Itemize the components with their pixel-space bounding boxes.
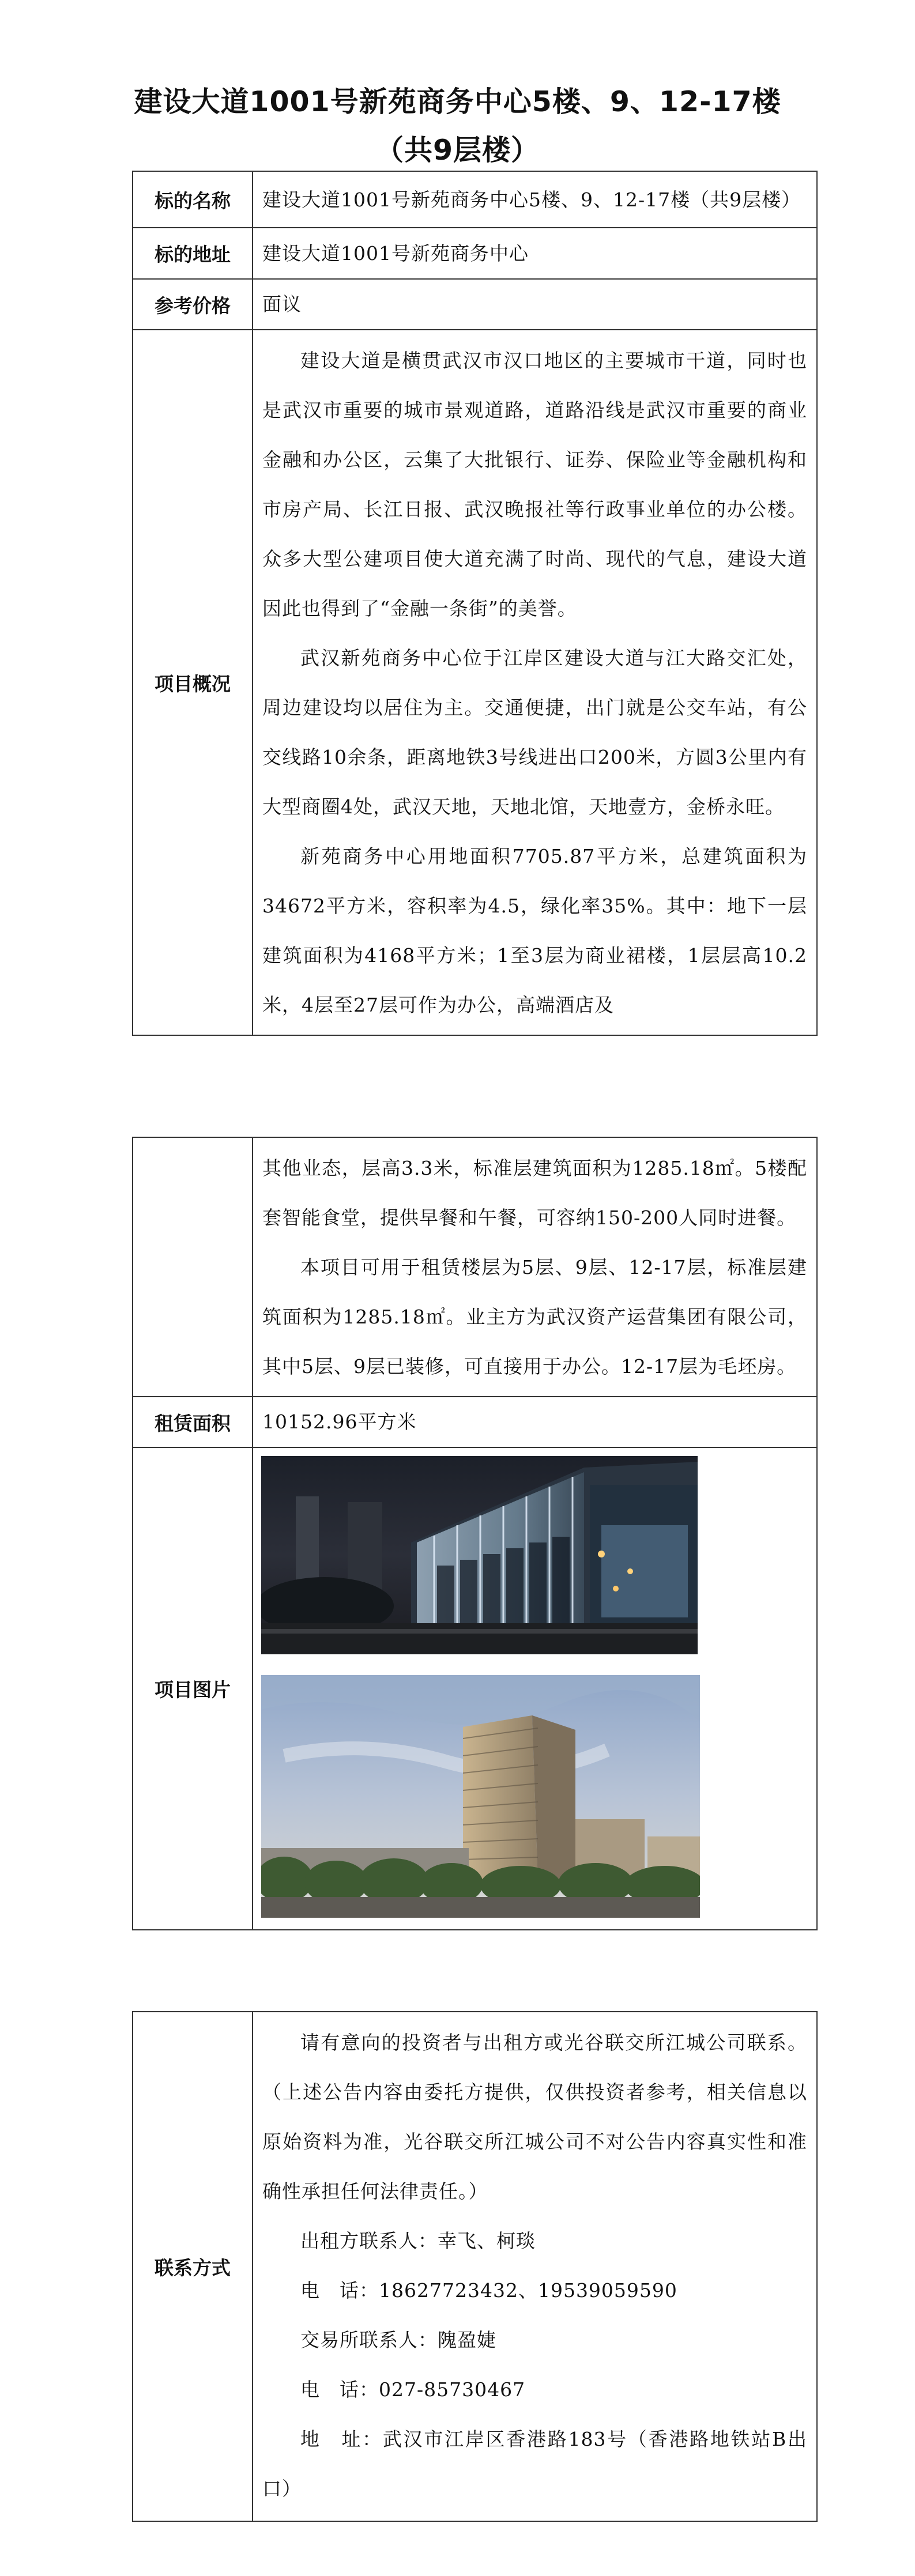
label-overview-continued: [133, 1137, 253, 1397]
contact-exchange-phone: 电 话：027-85730467: [300, 2378, 526, 2401]
document-title: 建设大道1001号新苑商务中心5楼、9、12-17楼（共9层楼）: [134, 85, 781, 167]
value-area: 10152.96平方米: [253, 1397, 817, 1447]
row-images: [133, 1447, 817, 1930]
row-price: [133, 279, 817, 330]
row-contact: [133, 2012, 817, 2521]
label-area: 租赁面积: [133, 1397, 253, 1447]
value-address: 建设大道1001号新苑商务中心: [253, 228, 817, 279]
label-overview: 项目概况: [133, 330, 253, 1035]
overview-continuation-1: 其他业态，层高3.3米，标准层建筑面积为1285.18㎡。5楼配套智能食堂，提供早餐和午餐，可容纳150-200人同时进餐。: [262, 1157, 807, 1229]
value-overview: [253, 330, 817, 1035]
row-area: [133, 1397, 817, 1447]
value-overview-continued: [253, 1137, 817, 1397]
value-images: [253, 1447, 817, 1930]
photo-building-day: [261, 1675, 700, 1918]
contact-exchange: 交易所联系人：隗盈婕: [300, 2329, 496, 2351]
label-images: 项目图片: [133, 1447, 253, 1930]
listing-table-part-3: [132, 2011, 818, 2522]
contact-lessor-phone: 电 话：18627723432、19539059590: [300, 2279, 677, 2302]
listing-table-part-1: [132, 171, 818, 1036]
value-contact: [253, 2012, 817, 2521]
contact-lessor: 出租方联系人：幸飞、柯琰: [300, 2230, 536, 2252]
row-address: [133, 228, 817, 279]
row-overview: [133, 330, 817, 1035]
label-address: 标的地址: [133, 228, 253, 279]
label-price: 参考价格: [133, 279, 253, 330]
value-price: 面议: [253, 279, 817, 330]
contact-address: 地 址：武汉市江岸区香港路183号（香港路地铁站B出口）: [262, 2428, 807, 2500]
row-name: [133, 171, 817, 228]
value-name: 建设大道1001号新苑商务中心5楼、9、12-17楼（共9层楼）: [253, 171, 817, 228]
listing-table-part-2: [132, 1137, 818, 1930]
photo-building-night: [261, 1456, 698, 1654]
overview-paragraph-1: 建设大道是横贯武汉市汉口地区的主要城市干道，同时也是武汉市重要的城市景观道路，道路沿线是武汉市重要的商业金融和办公区，云集了大批银行、证券、保险业等金融机构和市房产局、长江日报、武汉晚报社等行政事业单位的办公楼。众多大型公建项目使大道充满了时尚、现代的气息，建设大道因此也得到了“金融一条街”的美誉。: [262, 349, 807, 620]
overview-paragraph-3: 新苑商务中心用地面积7705.87平方米，总建筑面积为34672平方米，容积率为4.5，绿化率35%。其中：地下一层建筑面积为4168平方米；1至3层为商业裙楼，1层层高10.2米，4层至27层可作为办公，高端酒店及: [262, 845, 807, 1016]
row-overview-continued: [133, 1137, 817, 1397]
label-name: 标的名称: [133, 171, 253, 228]
contact-intro: 请有意向的投资者与出租方或光谷联交所江城公司联系。（上述公告内容由委托方提供，仅供投资者参考，相关信息以原始资料为准，光谷联交所江城公司不对公告内容真实性和准确性承担任何法律责任。）: [262, 2031, 807, 2202]
overview-paragraph-2: 武汉新苑商务中心位于江岸区建设大道与江大路交汇处，周边建设均以居住为主。交通便捷，出门就是公交车站，有公交线路10余条，距离地铁3号线进出口200米，方圆3公里内有大型商圈4处，武汉天地，天地北馆，天地壹方，金桥永旺。: [262, 647, 807, 818]
label-contact: 联系方式: [133, 2012, 253, 2521]
overview-continuation-2: 本项目可用于租赁楼层为5层、9层、12-17层，标准层建筑面积为1285.18㎡。业主方为武汉资产运营集团有限公司，其中5层、9层已装修，可直接用于办公。12-17层为毛坯房。: [262, 1256, 807, 1378]
